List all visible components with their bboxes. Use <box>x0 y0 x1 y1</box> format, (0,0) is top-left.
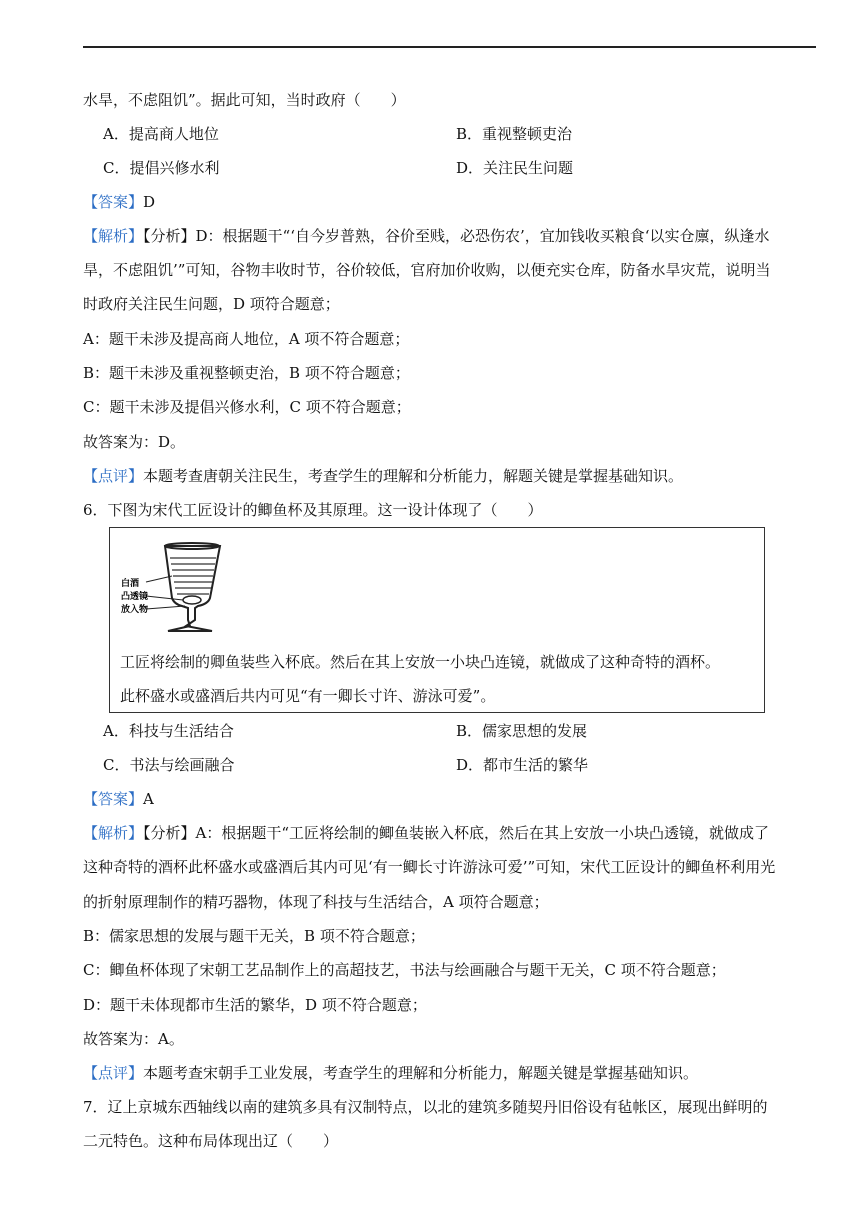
figure-caption-line-2: 此杯盛水或盛酒后共内可见“有一卿长寸许、游泳可爱”。 <box>120 687 496 705</box>
answer-tag: 【答案】 <box>83 193 144 211</box>
answer-tag: 【答案】 <box>83 790 144 808</box>
figure-caption-line-1: 工匠将绘制的卿鱼装些入杯底。然后在其上安放一小块凸连镜，就做成了这种奇特的酒杯。 <box>120 653 721 671</box>
q5-comment <box>83 466 683 486</box>
q5-analysis-line-3: 时政府关注民生问题，D 项符合题意； <box>83 295 340 313</box>
comment-text: 本题考查宋朝手工业发展，考查学生的理解和分析能力，解题关键是掌握基础知识。 <box>143 1064 699 1082</box>
q7-stem-line-2: 二元特色。这种布局体现出辽（ ） <box>83 1132 339 1150</box>
q5-analysis-line-7: 故答案为：D。 <box>83 433 186 451</box>
answer-value: A <box>143 790 154 808</box>
q6-analysis-line-3: 的折射原理制作的精巧器物，体现了科技与生活结合，A 项符合题意； <box>83 893 549 911</box>
q5-analysis-line-4: A：题干未涉及提高商人地位，A 项不符合题意； <box>83 330 410 348</box>
q5-option-b: B．重视整顿吏治 <box>456 125 573 143</box>
q5-answer <box>83 192 155 212</box>
answer-value: D <box>143 193 156 211</box>
q6-option-c: C．书法与绘画融合 <box>103 756 235 774</box>
q6-option-b: B．儒家思想的发展 <box>456 722 588 740</box>
q6-analysis-line-4: B：儒家思想的发展与题干无关，B 项不符合题意； <box>83 927 425 945</box>
label-liquor: 白酒 <box>121 579 140 589</box>
label-inserted-object: 放入物 <box>121 605 149 615</box>
q5-analysis-line-5: B：题干未涉及重视整顿吏治，B 项不符合题意； <box>83 364 410 382</box>
comment-tag: 【点评】 <box>83 467 144 485</box>
q5-stem-tail: 水旱，不虑阻饥”。据此可知，当时政府（ ） <box>83 91 406 109</box>
q6-figure-box <box>109 527 765 713</box>
q6-analysis-line-1 <box>83 823 769 843</box>
q5-option-a: A．提高商人地位 <box>103 125 219 143</box>
q6-option-a: A．科技与生活结合 <box>103 722 234 740</box>
q6-analysis-line-6: D：题干未体现都市生活的繁华，D 项不符合题意； <box>83 996 427 1014</box>
q7-stem-line-1: 7．辽上京城东西轴线以南的建筑多具有汉制特点，以北的建筑多随契丹旧俗设有毡帐区，展现出鲜明的 <box>83 1098 768 1116</box>
q5-analysis-line-1 <box>83 226 770 246</box>
q6-answer <box>83 789 154 809</box>
q5-option-c: C．提倡兴修水利 <box>103 159 220 177</box>
comment-text: 本题考查唐朝关注民生，考查学生的理解和分析能力，解题关键是掌握基础知识。 <box>143 467 684 485</box>
q6-stem: 6．下图为宋代工匠设计的鲫鱼杯及其原理。这一设计体现了（ ） <box>83 501 543 519</box>
q5-analysis-line-6: C：题干未涉及提倡兴修水利，C 项不符合题意； <box>83 398 411 416</box>
header-rule <box>83 46 816 48</box>
q6-analysis-line-5: C：鲫鱼杯体现了宋朝工艺品制作上的高超技艺，书法与绘画融合与题干无关，C 项不符合题意； <box>83 961 726 979</box>
q6-option-d: D．都市生活的繁华 <box>456 756 589 774</box>
analysis-tag: 【解析】 <box>83 227 144 245</box>
q5-analysis-line-2: 旱，不虑阻饥’”可知，谷物丰收时节，谷价较低，官府加价收购，以便充实仓库，防备水旱灾荒，说明当 <box>83 261 771 279</box>
analysis-text: 【分析】A：根据题干“工匠将绘制的鲫鱼装嵌入杯底，然后在其上安放一小块凸透镜，就做成了 <box>143 824 770 842</box>
fish-cup-illustration <box>120 536 230 638</box>
analysis-text: 【分析】D：根据题干“‘自今岁普熟，谷价至贱，必恐伤农’，宜加钱收买粮食‘以实仓廪，纵逢水 <box>143 227 770 245</box>
comment-tag: 【点评】 <box>83 1064 144 1082</box>
q5-option-d: D．关注民生问题 <box>456 159 574 177</box>
analysis-tag: 【解析】 <box>83 824 144 842</box>
label-lens: 凸透镜 <box>121 592 149 602</box>
q6-comment <box>83 1063 698 1083</box>
q6-analysis-line-2: 这种奇特的酒杯此杯盛水或盛酒后其内可见‘有一鲫长寸许游泳可爱’”可知，宋代工匠设计的鲫鱼杯利用光 <box>83 858 776 876</box>
q6-analysis-line-7: 故答案为：A。 <box>83 1030 184 1048</box>
